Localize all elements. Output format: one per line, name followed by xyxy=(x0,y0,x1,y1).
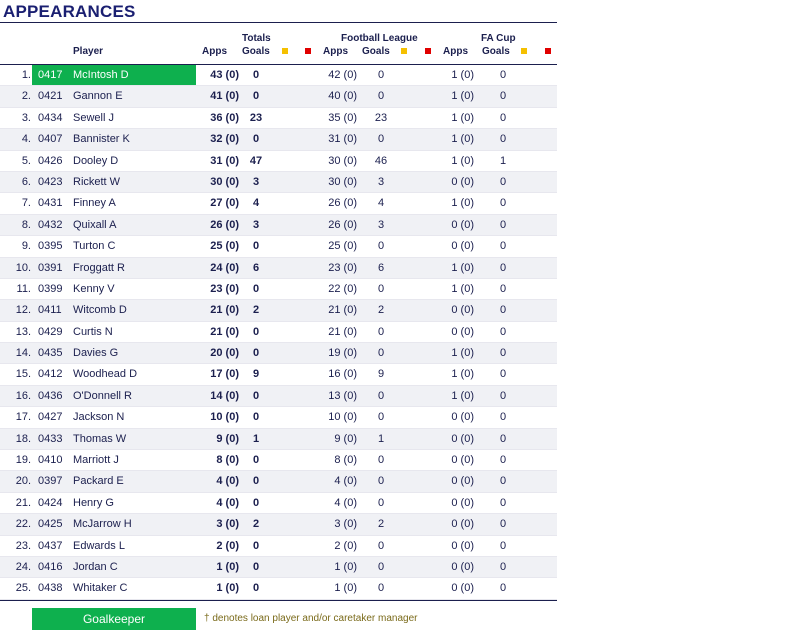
league-apps-cell: 4 (0) xyxy=(334,496,357,509)
player-id-cell: 0431 xyxy=(38,197,63,210)
player-id-cell: 0429 xyxy=(38,325,63,338)
header-league: Football League xyxy=(341,33,418,44)
cup-goals-cell: 0 xyxy=(499,432,507,445)
cup-apps-cell: 0 (0) xyxy=(451,496,474,509)
total-goals-cell: 3 xyxy=(252,218,260,231)
table-row xyxy=(0,343,557,364)
total-goals-cell: 0 xyxy=(252,240,260,253)
rank-cell: 19. xyxy=(15,454,31,467)
yellow-card-icon xyxy=(401,48,407,54)
cup-goals-cell: 0 xyxy=(499,90,507,103)
cup-goals-cell: 0 xyxy=(499,475,507,488)
table-row xyxy=(0,471,557,492)
rank-cell: 5. xyxy=(21,154,31,167)
league-apps-cell: 2 (0) xyxy=(334,539,357,552)
total-goals-cell: 1 xyxy=(252,432,260,445)
table-row xyxy=(0,279,557,300)
player-name-cell: Finney A xyxy=(73,197,116,210)
rank-cell: 3. xyxy=(21,111,31,124)
player-id-cell: 0427 xyxy=(38,411,63,424)
rank-cell: 15. xyxy=(15,368,31,381)
table-row xyxy=(0,514,557,535)
total-apps-cell: 32 (0) xyxy=(210,133,239,146)
cup-apps-cell: 0 (0) xyxy=(451,325,474,338)
player-name-cell: Henry G xyxy=(73,496,114,509)
total-goals-cell: 0 xyxy=(252,496,260,509)
player-id-cell: 0407 xyxy=(38,133,63,146)
table-row xyxy=(0,578,557,599)
league-goals-cell: 0 xyxy=(377,582,385,595)
total-goals-cell: 0 xyxy=(252,475,260,488)
player-name-cell: Quixall A xyxy=(73,218,117,231)
cup-goals-cell: 0 xyxy=(499,69,507,81)
league-apps-cell: 19 (0) xyxy=(328,347,357,360)
page-title: APPEARANCES xyxy=(3,2,136,21)
total-apps-cell: 10 (0) xyxy=(210,411,239,424)
rank-cell: 24. xyxy=(15,560,31,573)
player-name-cell: Jordan C xyxy=(73,560,118,573)
player-name-cell: Froggatt R xyxy=(73,261,125,274)
table-row xyxy=(0,108,557,129)
player-name-cell: Rickett W xyxy=(73,175,121,188)
cup-goals-cell: 0 xyxy=(499,411,507,424)
yellow-card-icon xyxy=(521,48,527,54)
legend-goalkeeper: Goalkeeper xyxy=(32,608,196,630)
table-row xyxy=(0,493,557,514)
total-apps-cell: 36 (0) xyxy=(210,111,239,124)
cup-goals-cell: 0 xyxy=(499,454,507,467)
cup-apps-cell: 1 (0) xyxy=(451,69,474,81)
league-apps-cell: 25 (0) xyxy=(328,240,357,253)
player-name-cell: McIntosh D xyxy=(73,69,129,81)
player-name-cell: Sewell J xyxy=(73,111,114,124)
rank-cell: 11. xyxy=(16,282,31,295)
cup-goals-cell: 0 xyxy=(499,560,507,573)
total-apps-cell: 21 (0) xyxy=(210,325,239,338)
total-apps-cell: 23 (0) xyxy=(210,282,239,295)
league-goals-cell: 23 xyxy=(374,111,388,124)
cup-apps-cell: 0 (0) xyxy=(451,518,474,531)
league-apps-cell: 10 (0) xyxy=(328,411,357,424)
league-goals-cell: 0 xyxy=(377,240,385,253)
player-name-cell: Witcomb D xyxy=(73,304,127,317)
table-row xyxy=(0,151,557,172)
header-cup-goals: Goals xyxy=(482,46,510,57)
league-goals-cell: 46 xyxy=(374,154,388,167)
player-name-cell: Gannon E xyxy=(73,90,123,103)
total-goals-cell: 0 xyxy=(252,69,260,81)
player-id-cell: 0417 xyxy=(38,69,63,81)
player-name-cell: Edwards L xyxy=(73,539,125,552)
player-id-cell: 0433 xyxy=(38,432,63,445)
cup-apps-cell: 0 (0) xyxy=(451,582,474,595)
league-apps-cell: 23 (0) xyxy=(328,261,357,274)
league-goals-cell: 0 xyxy=(377,539,385,552)
total-goals-cell: 0 xyxy=(252,454,260,467)
league-goals-cell: 0 xyxy=(377,389,385,402)
table-row xyxy=(0,86,557,107)
total-apps-cell: 14 (0) xyxy=(210,389,239,402)
table-row xyxy=(0,557,557,578)
cup-apps-cell: 1 (0) xyxy=(451,389,474,402)
cup-apps-cell: 1 (0) xyxy=(451,368,474,381)
league-goals-cell: 0 xyxy=(377,325,385,338)
player-id-cell: 0432 xyxy=(38,218,63,231)
header-totals-apps: Apps xyxy=(202,46,227,57)
league-goals-cell: 1 xyxy=(377,432,385,445)
cup-goals-cell: 0 xyxy=(499,304,507,317)
league-apps-cell: 16 (0) xyxy=(328,368,357,381)
player-name-cell: Davies G xyxy=(73,347,119,360)
player-id-cell: 0421 xyxy=(38,90,63,103)
league-apps-cell: 3 (0) xyxy=(334,518,357,531)
cup-apps-cell: 1 (0) xyxy=(451,347,474,360)
player-name-cell: McJarrow H xyxy=(73,518,132,531)
table-row xyxy=(0,386,557,407)
league-goals-cell: 2 xyxy=(377,304,385,317)
player-id-cell: 0423 xyxy=(38,175,63,188)
cup-goals-cell: 0 xyxy=(499,133,507,146)
table-row xyxy=(0,65,557,86)
league-goals-cell: 3 xyxy=(377,218,385,231)
rank-cell: 13. xyxy=(15,325,31,338)
total-goals-cell: 0 xyxy=(252,282,260,295)
player-id-cell: 0411 xyxy=(38,304,62,317)
player-name-cell: Turton C xyxy=(73,240,116,253)
red-card-icon xyxy=(545,48,551,54)
total-apps-cell: 2 (0) xyxy=(216,539,239,552)
league-goals-cell: 0 xyxy=(377,411,385,424)
total-apps-cell: 31 (0) xyxy=(210,154,239,167)
total-goals-cell: 0 xyxy=(252,347,260,360)
rank-cell: 8. xyxy=(21,218,31,231)
total-apps-cell: 30 (0) xyxy=(210,175,239,188)
league-goals-cell: 9 xyxy=(377,368,385,381)
rank-cell: 20. xyxy=(15,475,31,488)
player-name-cell: Kenny V xyxy=(73,282,115,295)
table-row xyxy=(0,193,557,214)
league-apps-cell: 1 (0) xyxy=(334,582,357,595)
player-id-cell: 0426 xyxy=(38,154,63,167)
league-apps-cell: 31 (0) xyxy=(328,133,357,146)
total-goals-cell: 47 xyxy=(249,154,263,167)
player-name-cell: Jackson N xyxy=(73,411,125,424)
total-apps-cell: 27 (0) xyxy=(210,197,239,210)
league-apps-cell: 26 (0) xyxy=(328,197,357,210)
header-league-goals: Goals xyxy=(362,46,390,57)
cup-apps-cell: 0 (0) xyxy=(451,411,474,424)
league-apps-cell: 13 (0) xyxy=(328,389,357,402)
rank-cell: 12. xyxy=(15,304,31,317)
appearances-table xyxy=(0,65,557,600)
total-apps-cell: 1 (0) xyxy=(216,582,239,595)
league-apps-cell: 9 (0) xyxy=(334,432,357,445)
player-id-cell: 0395 xyxy=(38,240,63,253)
player-name-cell: Marriott J xyxy=(73,454,119,467)
cup-apps-cell: 0 (0) xyxy=(451,432,474,445)
player-name-cell: Curtis N xyxy=(73,325,113,338)
cup-apps-cell: 0 (0) xyxy=(451,304,474,317)
total-apps-cell: 43 (0) xyxy=(210,69,239,81)
player-id-cell: 0416 xyxy=(38,560,63,573)
player-name-cell: Woodhead D xyxy=(73,368,138,381)
player-id-cell: 0424 xyxy=(38,496,63,509)
total-goals-cell: 0 xyxy=(252,325,260,338)
total-apps-cell: 1 (0) xyxy=(216,560,239,573)
player-id-cell: 0436 xyxy=(38,389,63,402)
rank-cell: 1. xyxy=(21,69,31,81)
table-row xyxy=(0,236,557,257)
table-row xyxy=(0,536,557,557)
rank-cell: 7. xyxy=(21,197,31,210)
league-apps-cell: 30 (0) xyxy=(328,175,357,188)
cup-goals-cell: 0 xyxy=(499,518,507,531)
total-goals-cell: 0 xyxy=(252,411,260,424)
total-goals-cell: 0 xyxy=(252,133,260,146)
league-apps-cell: 4 (0) xyxy=(334,475,357,488)
yellow-card-icon xyxy=(282,48,288,54)
header-totals: Totals xyxy=(242,33,271,44)
cup-goals-cell: 0 xyxy=(499,175,507,188)
rank-cell: 17. xyxy=(15,411,31,424)
total-goals-cell: 0 xyxy=(252,582,260,595)
total-goals-cell: 6 xyxy=(252,261,260,274)
cup-goals-cell: 0 xyxy=(499,539,507,552)
league-apps-cell: 8 (0) xyxy=(334,454,357,467)
cup-apps-cell: 1 (0) xyxy=(451,197,474,210)
cup-goals-cell: 0 xyxy=(499,325,507,338)
total-apps-cell: 3 (0) xyxy=(216,518,239,531)
total-goals-cell: 3 xyxy=(252,175,260,188)
cup-apps-cell: 1 (0) xyxy=(451,154,474,167)
league-goals-cell: 2 xyxy=(377,518,385,531)
table-row xyxy=(0,429,557,450)
red-card-icon xyxy=(425,48,431,54)
cup-goals-cell: 0 xyxy=(499,347,507,360)
cup-goals-cell: 1 xyxy=(499,154,507,167)
table-row xyxy=(0,258,557,279)
cup-apps-cell: 0 (0) xyxy=(451,240,474,253)
league-goals-cell: 0 xyxy=(377,282,385,295)
league-apps-cell: 30 (0) xyxy=(328,154,357,167)
cup-apps-cell: 0 (0) xyxy=(451,560,474,573)
cup-apps-cell: 1 (0) xyxy=(451,282,474,295)
cup-apps-cell: 0 (0) xyxy=(451,218,474,231)
league-goals-cell: 3 xyxy=(377,175,385,188)
league-apps-cell: 42 (0) xyxy=(328,69,357,81)
league-apps-cell: 21 (0) xyxy=(328,325,357,338)
league-goals-cell: 0 xyxy=(377,90,385,103)
cup-goals-cell: 0 xyxy=(499,582,507,595)
table-row xyxy=(0,450,557,471)
player-name-cell: O'Donnell R xyxy=(73,389,132,402)
cup-goals-cell: 0 xyxy=(499,496,507,509)
total-apps-cell: 21 (0) xyxy=(210,304,239,317)
player-id-cell: 0434 xyxy=(38,111,63,124)
title-divider xyxy=(0,22,557,23)
total-apps-cell: 24 (0) xyxy=(210,261,239,274)
rank-cell: 22. xyxy=(15,518,31,531)
cup-apps-cell: 0 (0) xyxy=(451,454,474,467)
total-goals-cell: 0 xyxy=(252,90,260,103)
player-id-cell: 0397 xyxy=(38,475,63,488)
cup-apps-cell: 1 (0) xyxy=(451,261,474,274)
table-row xyxy=(0,300,557,321)
cup-goals-cell: 0 xyxy=(499,197,507,210)
total-goals-cell: 0 xyxy=(252,539,260,552)
rank-cell: 6. xyxy=(21,175,31,188)
league-goals-cell: 0 xyxy=(377,496,385,509)
player-id-cell: 0435 xyxy=(38,347,63,360)
cup-apps-cell: 0 (0) xyxy=(451,539,474,552)
league-apps-cell: 40 (0) xyxy=(328,90,357,103)
cup-goals-cell: 0 xyxy=(499,218,507,231)
cup-apps-cell: 1 (0) xyxy=(451,90,474,103)
table-row xyxy=(0,129,557,150)
league-apps-cell: 21 (0) xyxy=(328,304,357,317)
total-apps-cell: 20 (0) xyxy=(210,347,239,360)
league-apps-cell: 22 (0) xyxy=(328,282,357,295)
header-cup: FA Cup xyxy=(481,33,516,44)
rank-cell: 23. xyxy=(15,539,31,552)
cup-goals-cell: 0 xyxy=(499,389,507,402)
player-name-cell: Bannister K xyxy=(73,133,130,146)
league-goals-cell: 6 xyxy=(377,261,385,274)
header-totals-goals: Goals xyxy=(242,46,270,57)
league-goals-cell: 0 xyxy=(377,347,385,360)
cup-goals-cell: 0 xyxy=(499,282,507,295)
player-name-cell: Thomas W xyxy=(73,432,127,445)
player-name-cell: Packard E xyxy=(73,475,124,488)
rank-cell: 21. xyxy=(15,496,31,509)
total-apps-cell: 9 (0) xyxy=(216,432,239,445)
league-goals-cell: 0 xyxy=(377,560,385,573)
cup-goals-cell: 0 xyxy=(499,240,507,253)
league-goals-cell: 4 xyxy=(377,197,385,210)
player-id-cell: 0399 xyxy=(38,282,63,295)
total-goals-cell: 9 xyxy=(252,368,260,381)
rank-cell: 9. xyxy=(21,240,31,253)
player-id-cell: 0412 xyxy=(38,368,63,381)
red-card-icon xyxy=(305,48,311,54)
total-apps-cell: 8 (0) xyxy=(216,454,239,467)
table-row xyxy=(0,322,557,343)
player-name-cell: Dooley D xyxy=(73,154,119,167)
player-id-cell: 0437 xyxy=(38,539,63,552)
rank-cell: 2. xyxy=(21,90,31,103)
total-apps-cell: 41 (0) xyxy=(210,90,239,103)
player-name-cell: Whitaker C xyxy=(73,582,128,595)
cup-apps-cell: 1 (0) xyxy=(451,133,474,146)
cup-goals-cell: 0 xyxy=(499,368,507,381)
cup-goals-cell: 0 xyxy=(499,111,507,124)
rank-cell: 16. xyxy=(15,389,31,402)
player-id-cell: 0391 xyxy=(38,261,63,274)
table-row xyxy=(0,364,557,385)
player-id-cell: 0425 xyxy=(38,518,63,531)
league-goals-cell: 0 xyxy=(377,133,385,146)
table-bottom-divider xyxy=(0,600,557,601)
player-id-cell: 0410 xyxy=(38,454,63,467)
rank-cell: 18. xyxy=(15,432,31,445)
league-goals-cell: 0 xyxy=(377,69,385,81)
cup-apps-cell: 0 (0) xyxy=(451,475,474,488)
total-apps-cell: 17 (0) xyxy=(210,368,239,381)
rank-cell: 10. xyxy=(15,261,31,274)
total-apps-cell: 26 (0) xyxy=(210,218,239,231)
rank-cell: 14. xyxy=(15,347,31,360)
total-goals-cell: 0 xyxy=(252,389,260,402)
table-row xyxy=(0,215,557,236)
cup-apps-cell: 1 (0) xyxy=(451,111,474,124)
total-apps-cell: 4 (0) xyxy=(216,496,239,509)
header-cup-apps: Apps xyxy=(443,46,468,57)
total-goals-cell: 4 xyxy=(252,197,260,210)
total-goals-cell: 2 xyxy=(252,304,260,317)
total-goals-cell: 2 xyxy=(252,518,260,531)
total-goals-cell: 0 xyxy=(252,560,260,573)
league-goals-cell: 0 xyxy=(377,475,385,488)
legend-note: † denotes loan player and/or caretaker manager xyxy=(204,613,418,624)
total-goals-cell: 23 xyxy=(249,111,263,124)
league-apps-cell: 1 (0) xyxy=(334,560,357,573)
cup-goals-cell: 0 xyxy=(499,261,507,274)
player-id-cell: 0438 xyxy=(38,582,63,595)
rank-cell: 4. xyxy=(21,133,31,146)
header-league-apps: Apps xyxy=(323,46,348,57)
total-apps-cell: 25 (0) xyxy=(210,240,239,253)
league-apps-cell: 26 (0) xyxy=(328,218,357,231)
cup-apps-cell: 0 (0) xyxy=(451,175,474,188)
total-apps-cell: 4 (0) xyxy=(216,475,239,488)
table-row xyxy=(0,407,557,428)
header-player: Player xyxy=(73,46,104,57)
league-goals-cell: 0 xyxy=(377,454,385,467)
league-apps-cell: 35 (0) xyxy=(328,111,357,124)
table-row xyxy=(0,172,557,193)
rank-cell: 25. xyxy=(15,582,31,595)
